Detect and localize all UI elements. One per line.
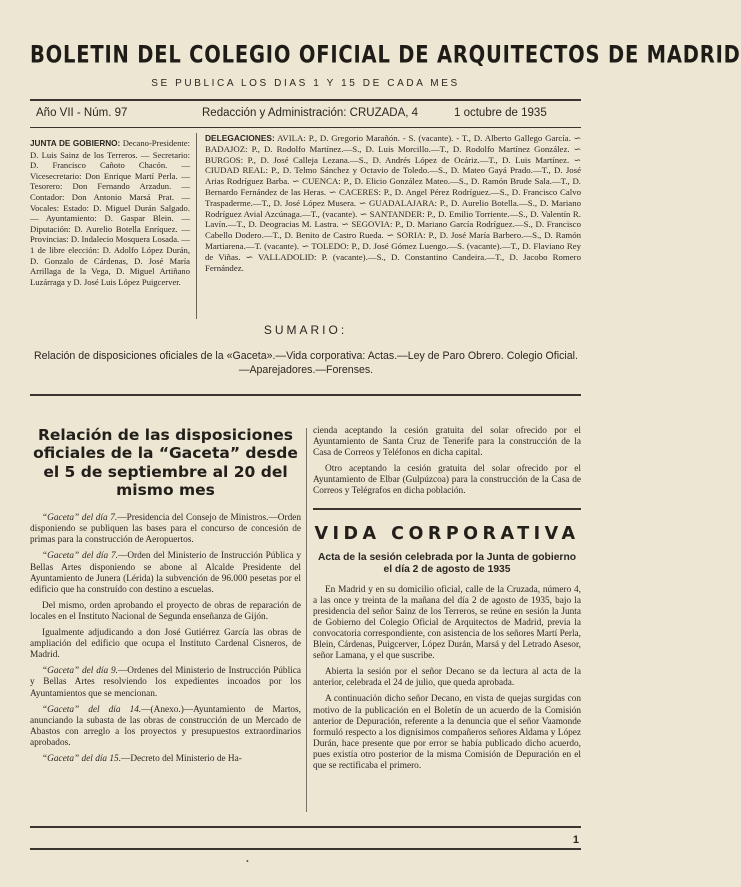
masthead-subtitle: SE PUBLICA LOS DIAS 1 Y 15 DE CADA MES [151,78,460,89]
acta-paragraph: A continuación dicho señor Decano, en vista de quejas surgidas con motivo de la publicación en el Boletín de un acuerdo de la Comisión anterior de Depuración, referente a la denuncia que el señor Vaamonde formuló respecto a los dignísimos compañeros señores Aldama y López Durán, hace presente que por error se había publicado dicho acuerdo, pues existía otro posterior de la misma Comisión de Depuración en el que se rectificaba el primero. [313,694,581,771]
article-gaceta [30,426,301,770]
article-paragraph: “Gaceta” del día 15.—Decreto del Ministerio de Ha- [42,753,242,764]
vida-corporativa-title: VIDA CORPORATIVA [314,523,580,544]
acta-title: Acta de la sesión celebrada por la Junta de gobierno el día 2 de agosto de 1935 [317,551,577,576]
sumario-rule [30,394,581,396]
article-paragraph: Del mismo, orden aprobando el proyecto de obras de reparación de locales en el Instituto Nacional de Segunda enseñanza de Gijón. [30,600,301,622]
top-rule [30,99,581,101]
info-bar [30,107,581,123]
sumario-text: Relación de disposiciones oficiales de la «Gaceta».—Vida corporativa: Actas.—Ley de Paro Obrero. Colegio Oficial.—Aparejadores.—Forenses. [34,350,578,377]
article-paragraph: “Gaceta” del día 7.—Orden del Ministerio de Instrucción Pública y Bellas Artes disponiendo se abone al Alcalde Presidente del Ayuntamiento de Junera (Lérida) la subvención de 96.000 pesetas por el edificio que ha construído con destino a escuelas. [30,551,301,595]
page-number: 1 [572,834,579,846]
footer-rule-bottom [30,848,581,850]
junta-de-gobierno [30,138,190,287]
editorial-address: Redacción y Administración: CRUZADA, 4 [202,107,419,119]
article-paragraph: “Gaceta” del día 7.—Presidencia del Consejo de Ministros.—Orden disponiendo se publiquen las bases para el concurso de concesión de primas para la construcción de Aeropuertos. [30,513,301,546]
issue-date: 1 octubre de 1935 [454,107,547,119]
vida-rule [313,508,581,510]
masthead-title: BOLETIN DEL COLEGIO OFICIAL DE ARQUITECTOS DE MADRID [30,40,741,69]
article-paragraph: “Gaceta” del día 14.—(Anexo.)—Ayuntamiento de Martos, anunciando la subasta de las obras de construcción de un Mercado de Abastos con arreglo a los proyectos y presupuestos extraordinarios aprobados. [30,704,301,748]
sumario-title: SUMARIO: [263,323,348,337]
acta-paragraph: En Madrid y en su domicilio oficial, calle de la Cruzada, número 4, a las once y treinta de la mañana del día 2 de agosto de 1935, bajo la presidencia del señor Sainz de los Terreros, se reúne en sesión la Junta de Gobierno del Colegio Oficial de Arquitectos de Madrid, previa la convocatoria correspondiente, con asistencia de los señores Martí Perla, Blein, Cárdenas, Puigcerver, López Durán, Marsá y del Letrado Asesor, señor Lamana, y el que suscribe. [313,584,581,662]
delegaciones-text: AVILA: P., D. Gregorio Marañón. - S. (vacante). - T., D. Alberto Gallego García. ∽ BADAJOZ: P., D. Rodolfo Martínez.—S., D. Luis Morcillo.—T., D. Rodolfo Martínez González. ∽ BURGOS: P., D. José Calleja Lezana.—S., D. Andrés López de Ocáriz.—T., D. Luis Martínez. ∽ CIUDAD REAL: P., D. Telmo Sánchez y Octavio de Toledo.—S., D. Mateo Gayá Prado.—T., D. José Arias Rodríguez Barba. ∽ CUENCA: P., D. Elicio González Mateo.—S., D. Ramón Brude Sala.—T., D. Bernardo Fernández de las Heras. ∽ CACERES: P., D. Angel Pérez Rodríguez.—S., D. Francisco Calvo Traspaderme.—T., D. José López Musera. ∽ GUADALAJARA: P., D. Aurelio Botella.—S., D. Mariano Rodríguez Avial Azcúnaga.—T., (vacante). ∽ SANTANDER: P., D. Emilio Torriente.—S., D. Valentín R. Lavín.—T., D. Deogracias M. Lastra. ∽ SEGOVIA: P., D. Mariano García Rodríguez.—S., D. Francisco Cabello Dodero.—T., D. Benito de Castro Rueda. ∽ SORIA: P., D. José María Barbero.—S., D. Ramón Martiarena.—T. (vacante). ∽ TOLEDO: P., D. José Gómez Luengo.—S. (vacante).—T., D. Flaviano Rey de Viñas. ∽ VALLADOLID: P. (vacante).—S., D. Constantino Candeira.—T., D. Jacobo Romero Fernández. [205,133,581,273]
junta-text: Decano-Presidente: D. Luis Sainz de los Terreros. — Secretario: D. Francisco Cañoto Chacón. — Vicesecretario: Don Enrique Martí Perla. — Tesorero: Don Fernando Arzadun. — Contador: Don Antonio Marsá Prat. — Vocales: Estado: D. Miguel Durán Salgado. — Ayuntamiento: D. Gaspar Blein. — Diputación: D. Aurelio Botella Enríquez. — Provincias: D. Indalecio Mosquera Losada. — 1 de libre elección: D. Adolfo López Durán, D. Gonzalo de Cárdenas, D. José María Arrillaga de la Vega, D. Miguel Artiñano Luzárraga y D. José Luis López Puigcerver. [30,138,190,287]
delegaciones-heading: DELEGACIONES: [205,133,275,143]
footer-rule-top [30,826,581,828]
delegaciones [205,133,581,273]
info-rule [30,127,581,128]
body-column-divider [306,428,307,812]
junta-heading: JUNTA DE GOBIERNO: [30,139,121,148]
article-paragraph: Igualmente adjudicando a don José Gutiérrez García las obras de ampliación del edificio que ocupa el Instituto Cardenal Cisneros, de Madrid. [30,628,301,661]
issue-number: Año VII - Núm. 97 [36,107,128,119]
ornament-dot: • [246,857,249,866]
acta-paragraph: Abierta la sesión por el señor Decano se da lectura al acta de la anterior, celebrada el 24 de julio, que queda aprobada. [313,667,581,689]
article-continuation: cienda aceptando la cesión gratuita del solar ofrecido por el Ayuntamiento de Santa Cruz de Tenerife para la construcción de la Casa de Correos y Teléfonos en dicha capital. [313,426,581,459]
article-continuation: Otro aceptando la cesión gratuita del solar ofrecido por el Ayuntamiento de Elbar (Gulpúzcoa) para la construcción de la Casa de Correos y Telégrafos en dicha población. [313,464,581,497]
right-column [313,426,581,777]
article-paragraph: “Gaceta” del día 9.—Ordenes del Ministerio de Instrucción Pública y Bellas Artes resolviendo los expedientes incoados por los Ayuntamientos que se mencionan. [30,666,301,699]
article-gaceta-title: Relación de las disposiciones oficiales de la “Gaceta” desde el 5 de septiembre al 20 del mismo mes [33,426,298,499]
header-column-divider [196,133,197,319]
